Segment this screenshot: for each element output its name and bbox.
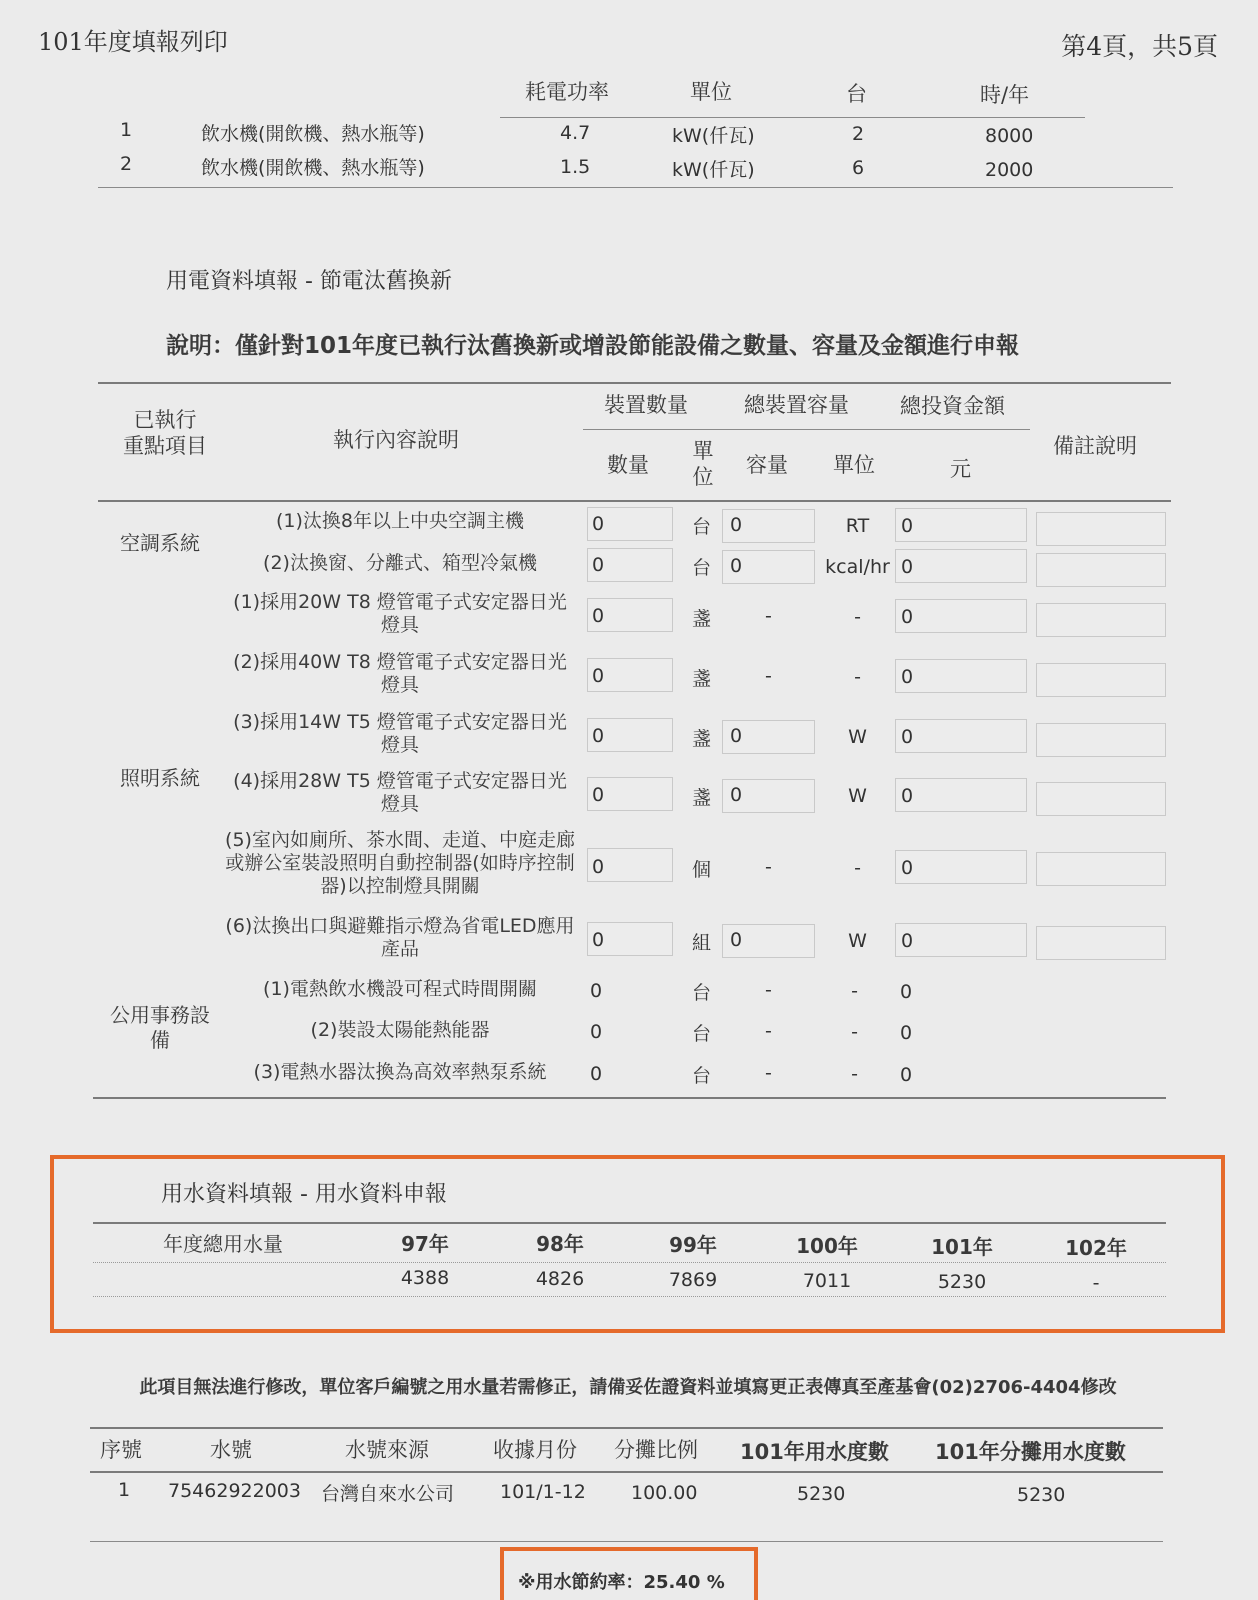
yuan-field [895, 923, 1027, 957]
qty-value: 0 [590, 1063, 603, 1085]
year-value: 5230 [937, 1271, 987, 1293]
table-top-border [98, 382, 1171, 384]
unit-value: 組 [692, 932, 712, 954]
row-count: 6 [852, 157, 865, 179]
qty-value: 0 [592, 605, 605, 627]
qty-value: 0 [590, 1021, 603, 1043]
header-total-invest: 總投資金額 [900, 394, 1005, 418]
row-desc: (3)採用14W T5 燈管電子式安定器日光燈具 [233, 711, 567, 756]
divider [93, 1296, 1166, 1297]
row-desc: (1)採用20W T8 燈管電子式安定器日光燈具 [233, 591, 567, 636]
detail-receipt-month: 101/1-12 [500, 1481, 586, 1503]
qty-value: 0 [592, 554, 605, 576]
yuan-value: 0 [901, 666, 914, 688]
detail-ratio: 100.00 [631, 1482, 698, 1504]
year-header: 98年 [536, 1232, 584, 1256]
category-office-line2: 備 [150, 1028, 170, 1052]
year-header: 100年 [796, 1234, 858, 1258]
category-office-line1: 公用事務設 [110, 1003, 210, 1027]
capacity-value: 0 [730, 555, 743, 577]
yuan-field [895, 719, 1027, 753]
water-row-label: 年度總用水量 [163, 1232, 283, 1256]
row-power: 1.5 [560, 156, 591, 178]
header-water-no: 水號 [210, 1438, 252, 1462]
capacity-value: - [765, 665, 772, 687]
header-receipt-month: 收據月份 [493, 1438, 577, 1462]
remark-field [1036, 663, 1166, 697]
category-office [100, 1003, 220, 1053]
header-unit-line2: 位 [692, 465, 714, 489]
header-serial: 序號 [100, 1438, 142, 1462]
row-no: 1 [120, 119, 133, 141]
remark-field [1036, 553, 1166, 587]
capacity-value: 0 [730, 929, 743, 951]
divider [93, 1262, 1166, 1263]
header-ratio: 分攤比例 [614, 1438, 698, 1462]
qty-value: 0 [592, 929, 605, 951]
unit-value: 台 [692, 1023, 712, 1045]
row-desc: (6)汰換出口與避難指示燈為省電LED應用產品 [225, 915, 575, 960]
header-yuan: 元 [950, 457, 971, 481]
detail-usage: 5230 [797, 1483, 846, 1505]
row-power: 4.7 [560, 122, 591, 144]
header-device-count: 裝置數量 [604, 393, 688, 417]
header-capacity: 容量 [746, 453, 788, 477]
col-unit: 單位 [690, 80, 732, 104]
qty-value: 0 [592, 725, 605, 747]
col-power: 耗電功率 [525, 80, 609, 104]
cap-unit-value: W [848, 726, 867, 748]
qty-value: 0 [592, 513, 605, 535]
water-saving-rate: ※用水節約率：25.40 % [518, 1572, 725, 1593]
year-header: 97年 [401, 1232, 449, 1256]
divider [90, 1427, 1163, 1429]
qty-value: 0 [592, 665, 605, 687]
divider [98, 187, 1173, 188]
divider [90, 1471, 1163, 1473]
year-header: 99年 [669, 1233, 717, 1257]
row-desc: (5)室內如廁所、茶水間、走道、中庭走廊或辦公室裝設照明自動控制器(如時序控制器)以控制燈具開關 [225, 829, 575, 897]
water-correction-note: 此項目無法進行修改，單位客戶編號之用水量若需修正，請備妥佐證資料並填寫更正表傳真至產基會(02)2706-4404修改 [139, 1377, 1117, 1398]
category-ac: 空調系統 [120, 531, 200, 555]
capacity-value: - [765, 979, 772, 1001]
row-desc: (2)裝設太陽能熱能器 [310, 1019, 490, 1041]
unit-value: 台 [692, 557, 712, 579]
yuan-value: 0 [901, 606, 914, 628]
header-desc: 執行內容說明 [333, 428, 459, 452]
yuan-value: 0 [901, 930, 914, 952]
unit-value: 盞 [692, 787, 712, 809]
water-section-title: 用水資料填報 - 用水資料申報 [161, 1182, 447, 1207]
yuan-field [895, 549, 1027, 583]
yuan-value: 0 [901, 857, 914, 879]
cap-unit-value: - [854, 606, 861, 628]
cap-unit-value: W [848, 785, 867, 807]
yuan-value: 0 [901, 556, 914, 578]
unit-value: 盞 [692, 668, 712, 690]
row-unit: kW(仟瓦) [672, 125, 755, 147]
header-remark: 備註說明 [1053, 434, 1137, 458]
unit-value: 台 [692, 1065, 712, 1087]
cap-unit-value: - [854, 666, 861, 688]
header-shared-usage-101: 101年分攤用水度數 [935, 1440, 1126, 1464]
cap-unit-value: - [851, 1063, 858, 1085]
remark-field [1036, 723, 1166, 757]
cap-unit-value: W [848, 930, 867, 952]
row-desc: (2)汰換窗、分離式、箱型冷氣機 [263, 552, 537, 574]
year-value: 7011 [802, 1270, 852, 1292]
year-value: - [1092, 1272, 1100, 1294]
detail-serial: 1 [118, 1479, 131, 1501]
yuan-value: 0 [901, 726, 914, 748]
remark-field [1036, 852, 1166, 886]
detail-water-no: 75462922003 [168, 1480, 301, 1502]
unit-value: 台 [692, 516, 712, 538]
col-count: 台 [846, 82, 867, 106]
detail-shared-usage: 5230 [1017, 1484, 1066, 1506]
header-source: 水號來源 [345, 1438, 429, 1462]
header-usage-101: 101年用水度數 [740, 1440, 889, 1464]
table-bottom-border [93, 1097, 1166, 1099]
cap-unit-value: - [854, 857, 861, 879]
section-title: 用電資料填報 - 節電汰舊換新 [166, 269, 452, 294]
yuan-field [895, 508, 1027, 542]
yuan-value: 0 [901, 785, 914, 807]
header-qty: 數量 [607, 453, 649, 477]
remark-field [1036, 512, 1166, 546]
cap-unit-value: kcal/hr [825, 556, 890, 578]
unit-value: 台 [692, 982, 712, 1004]
unit-value: 盞 [692, 608, 712, 630]
header-item-line1: 已執行 [133, 408, 197, 432]
header-total-capacity: 總裝置容量 [744, 393, 849, 417]
header-cap-unit: 單位 [833, 453, 875, 477]
row-desc: (4)採用28W T5 燈管電子式安定器日光燈具 [233, 770, 567, 815]
row-hours: 2000 [985, 159, 1034, 181]
unit-value: 個 [692, 859, 712, 881]
yuan-field [895, 778, 1027, 812]
yuan-field [895, 850, 1027, 884]
capacity-value: - [765, 1062, 772, 1084]
divider [90, 1541, 1163, 1542]
row-desc: (1)電熱飲水機設可程式時間開關 [263, 978, 537, 1000]
yuan-value: 0 [900, 1022, 913, 1044]
row-desc: (2)採用40W T8 燈管電子式安定器日光燈具 [233, 651, 567, 696]
header-bottom-border [98, 500, 1171, 502]
yuan-value: 0 [900, 1064, 913, 1086]
capacity-value: - [765, 605, 772, 627]
remark-field [1036, 782, 1166, 816]
page-header-title: 101年度填報列印 [38, 28, 228, 56]
category-lighting: 照明系統 [120, 766, 200, 790]
year-value: 4388 [400, 1267, 450, 1289]
detail-source: 台灣自來水公司 [321, 1483, 455, 1505]
header-item-line2: 重點項目 [123, 434, 207, 458]
header-unit-line1: 單 [692, 439, 714, 463]
row-name: 飲水機(開飲機、熱水瓶等) [201, 123, 425, 145]
yuan-value: 0 [900, 981, 913, 1003]
yuan-field [895, 659, 1027, 693]
header-unit [688, 438, 718, 490]
remark-field [1036, 603, 1166, 637]
section-note: 說明：僅針對101年度已執行汰舊換新或增設節能設備之數量、容量及金額進行申報 [166, 333, 1020, 359]
row-unit: kW(仟瓦) [672, 159, 755, 181]
capacity-value: 0 [730, 725, 743, 747]
capacity-value: - [765, 1020, 772, 1042]
divider [500, 117, 1085, 118]
capacity-value: - [765, 856, 772, 878]
divider [93, 1222, 1166, 1224]
year-value: 4826 [535, 1268, 585, 1290]
row-desc: (1)汰換8年以上中央空調主機 [275, 510, 524, 532]
row-count: 2 [852, 123, 865, 145]
unit-value: 盞 [692, 728, 712, 750]
capacity-value: 0 [730, 514, 743, 536]
capacity-value: 0 [730, 784, 743, 806]
yuan-value: 0 [901, 515, 914, 537]
remark-field [1036, 926, 1166, 960]
divider [583, 429, 1030, 430]
yuan-field [895, 599, 1027, 633]
row-hours: 8000 [985, 125, 1034, 147]
qty-value: 0 [590, 980, 603, 1002]
year-header: 101年 [931, 1235, 993, 1259]
qty-value: 0 [592, 784, 605, 806]
cap-unit-value: - [851, 1021, 858, 1043]
row-no: 2 [120, 153, 133, 175]
col-hours: 時/年 [980, 83, 1030, 107]
cap-unit-value: - [851, 980, 858, 1002]
row-name: 飲水機(開飲機、熱水瓶等) [201, 157, 425, 179]
cap-unit-value: RT [845, 515, 870, 537]
year-header: 102年 [1065, 1236, 1127, 1260]
qty-value: 0 [592, 856, 605, 878]
year-value: 7869 [668, 1269, 718, 1291]
page-number: 第4頁，共5頁 [1061, 32, 1218, 61]
header-item [105, 407, 225, 459]
row-desc: (3)電熱水器汰換為高效率熱泵系統 [253, 1061, 547, 1083]
